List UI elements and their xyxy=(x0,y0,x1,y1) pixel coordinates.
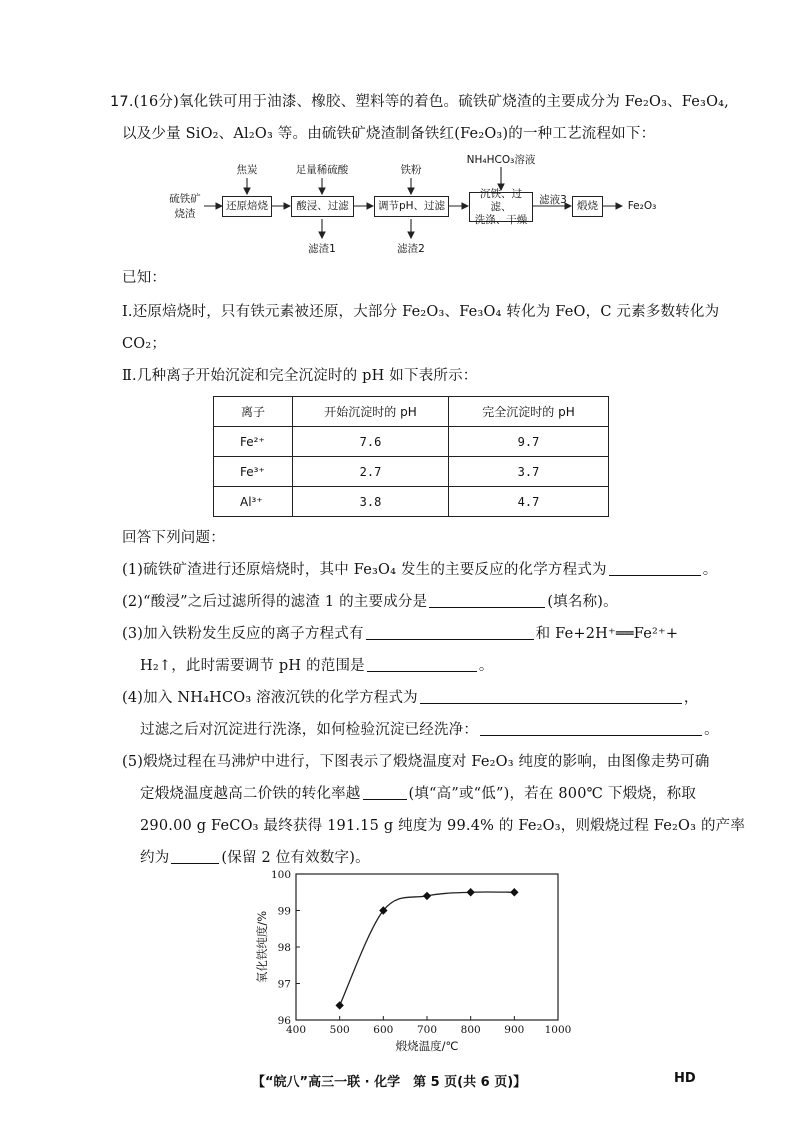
table-cell: Fe²⁺ xyxy=(214,427,293,457)
question-3-text-b: 和 Fe+2H⁺══Fe²⁺+ xyxy=(535,626,679,642)
question-2-end: (填名称)。 xyxy=(547,594,618,610)
table-cell: 9.7 xyxy=(449,427,609,457)
flow-residue2: 滤渣2 xyxy=(397,243,425,255)
answer-heading: 回答下列问题： xyxy=(122,530,225,546)
y-tick-label: 100 xyxy=(270,869,291,881)
answer-blank-5a[interactable] xyxy=(363,785,407,800)
x-tick-label: 600 xyxy=(373,1024,394,1036)
purity-temperature-chart xyxy=(250,860,580,1060)
data-point xyxy=(510,888,518,896)
y-tick-label: 97 xyxy=(277,978,291,991)
table-header: 完全沉淀时的 pH xyxy=(449,397,609,427)
known-item2: Ⅱ.几种离子开始沉淀和完全沉淀时的 pH 如下表所示： xyxy=(122,368,478,384)
question-4-line1 xyxy=(122,686,699,707)
table-cell: 4.7 xyxy=(449,487,609,517)
x-tick-label: 1000 xyxy=(544,1024,572,1036)
question-3-line1 xyxy=(122,622,678,643)
data-point xyxy=(335,1001,343,1009)
question-4-end-a: ， xyxy=(683,690,699,706)
table-cell: Al³⁺ xyxy=(214,487,293,517)
answer-blank-3a[interactable] xyxy=(366,625,534,640)
x-tick-label: 400 xyxy=(285,1024,307,1036)
flow-input-iron: 铁粉 xyxy=(400,164,422,176)
question-5-line2 xyxy=(140,782,696,803)
table-cell: Fe³⁺ xyxy=(214,457,293,487)
answer-blank-3b[interactable] xyxy=(367,657,477,672)
table-cell: 3.7 xyxy=(449,457,609,487)
question-5-text-d2: (保留 2 位有效数字)。 xyxy=(221,850,370,866)
answer-blank-1[interactable] xyxy=(609,561,701,576)
question-3-text-a: (3)加入铁粉发生反应的离子方程式有 xyxy=(122,626,364,642)
table-row xyxy=(214,427,609,457)
known-item1-line2: CO₂； xyxy=(122,336,167,352)
answer-blank-2[interactable] xyxy=(429,593,545,608)
table-row xyxy=(214,487,609,517)
flow-residue1: 滤渣1 xyxy=(308,243,336,255)
question-3-line2 xyxy=(140,654,494,675)
flow-product: Fe₂O₃ xyxy=(627,200,657,212)
page-footer: 【“皖八”高三一联 · 化学 第 5 页(共 6 页)】 xyxy=(252,1075,527,1090)
table-header-row xyxy=(214,397,609,427)
intro-text-1: 氧化铁可用于油漆、橡胶、塑料等的着色。硫铁矿烧渣的主要成分为 Fe₂O₃、Fe₃O₄, xyxy=(178,94,729,110)
question-4-text-b: 过滤之后对沉淀进行洗涤，如何检验沉淀已经洗净： xyxy=(140,722,479,738)
known-item1-line1: Ⅰ.还原焙烧时，只有铁元素被还原，大部分 Fe₂O₃、Fe₃O₄ 转化为 FeO，C 元素多数转化为 xyxy=(122,304,720,320)
page-code: HD xyxy=(674,1071,696,1086)
question-1 xyxy=(122,558,717,579)
question-5-line3: 290.00 g FeCO₃ 最终获得 191.15 g 纯度为 99.4% 的 Fe₂O₃，则煅烧过程 Fe₂O₃ 的产率 xyxy=(140,818,746,834)
flow-arrows xyxy=(0,0,794,270)
table-cell: 2.7 xyxy=(293,457,449,487)
flow-step-ph-adjust: 调节pH、过滤 xyxy=(374,196,449,217)
question-3-end: 。 xyxy=(478,658,494,674)
flow-input-coke: 焦炭 xyxy=(236,164,258,176)
question-4-end-b: 。 xyxy=(704,722,719,738)
flow-step-acid-leach: 酸浸、过滤 xyxy=(291,196,354,217)
question-1-text: (1)硫铁矿渣进行还原焙烧时，其中 Fe₃O₄ 发生的主要反应的化学方程式为 xyxy=(122,562,607,578)
question-4-text-a: (4)加入 NH₄HCO₃ 溶液沉铁的化学方程式为 xyxy=(122,690,418,706)
table-header: 开始沉淀时的 pH xyxy=(293,397,449,427)
question-5-line1: (5)煅烧过程在马沸炉中进行，下图表示了煅烧温度对 Fe₂O₃ 纯度的影响，由图像走势可确 xyxy=(122,754,710,770)
question-score: (16分) xyxy=(133,94,179,110)
y-tick-label: 98 xyxy=(277,942,291,954)
question-2 xyxy=(122,590,618,611)
flow-input-acid: 足量稀硫酸 xyxy=(295,164,349,176)
question-3-text-c: H₂↑，此时需要调节 pH 的范围是 xyxy=(140,658,365,674)
table-cell: 7.6 xyxy=(293,427,449,457)
table-cell: 3.8 xyxy=(293,487,449,517)
table-row xyxy=(214,457,609,487)
data-point xyxy=(466,888,474,896)
table-header: 离子 xyxy=(214,397,293,427)
question-5-text-b2: (填“高”或“低”)，若在 800℃ 下煅烧，称取 xyxy=(408,786,697,802)
answer-blank-4a[interactable] xyxy=(420,689,682,704)
intro-text-2: 以及少量 SiO₂、Al₂O₃ 等。由硫铁矿烧渣制备铁红(Fe₂O₃)的一种工艺流程如下： xyxy=(122,126,656,142)
flow-step-calcine: 煅烧 xyxy=(572,196,603,217)
question-number: 17. xyxy=(110,94,134,110)
y-axis-label: 氧化铁纯度/% xyxy=(255,910,269,984)
flow-step-precipitate: 沉铁、过滤、 洗涤、干燥 xyxy=(469,192,533,222)
x-tick-label: 700 xyxy=(416,1024,438,1036)
flow-filtrate3: 滤液3 xyxy=(539,194,567,206)
series-line xyxy=(340,892,515,1005)
flow-step-roast: 还原焙烧 xyxy=(222,196,272,217)
ph-table xyxy=(213,396,609,517)
data-point xyxy=(423,892,431,900)
x-axis-label: 煅烧温度/℃ xyxy=(395,1039,459,1053)
y-tick-label: 99 xyxy=(277,905,291,918)
y-tick-label: 96 xyxy=(277,1015,291,1027)
answer-blank-4b[interactable] xyxy=(480,721,702,736)
flow-start-label: 硫铁矿 烧渣 xyxy=(169,193,201,220)
question-1-end: 。 xyxy=(702,562,718,578)
answer-blank-5b[interactable] xyxy=(171,849,219,864)
x-tick-label: 900 xyxy=(504,1024,525,1036)
question-5-text-b1: 定煅烧温度越高二价铁的转化率越 xyxy=(140,786,361,802)
x-tick-label: 800 xyxy=(460,1024,481,1036)
flow-input-nh4hco3: NH₄HCO₃溶液 xyxy=(466,154,536,166)
question-4-line2 xyxy=(140,718,719,739)
question-2-text: (2)“酸浸”之后过滤所得的滤渣 1 的主要成分是 xyxy=(122,594,428,610)
x-tick-label: 500 xyxy=(329,1024,350,1036)
known-heading: 已知： xyxy=(122,270,167,286)
question-5-text-d1: 约为 xyxy=(140,850,170,866)
